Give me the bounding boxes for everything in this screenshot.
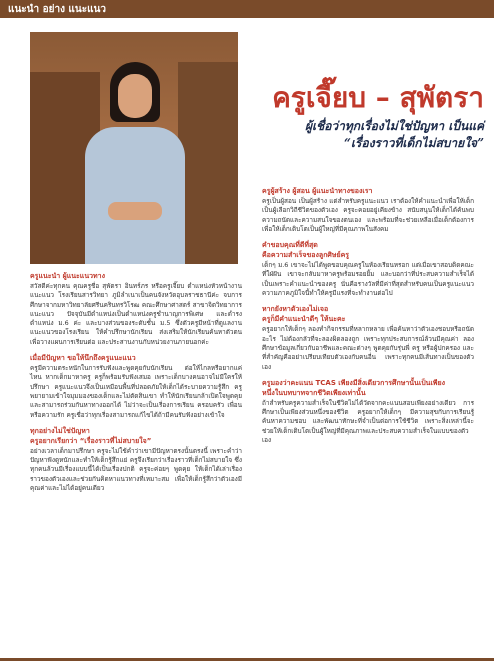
section-heading: คำขอบคุณที่ดีที่สุด คือความสำเร็จของลูกศิษย์ครู [262, 241, 350, 260]
left-column [30, 271, 242, 499]
header-bar [0, 0, 494, 18]
section-heading: เมื่อมีปัญหา ขอให้นึกถึงครูแนะแนว [30, 354, 136, 363]
section-heading: ครูแนะนำ ผู้แนะแนวทาง [30, 272, 106, 280]
section-heading: ครูมองว่าคะแนน TCAS เพียงมีสิ่งเดียวการศึกษานั้นเป็นเพียง หนึ่งในบทบาทจากชีวิตเพียงเท่านั้น [262, 378, 445, 397]
section-body: สวัสดีค่ะทุกคน คุณครูชื่อ สุพัตรา อินทร์ภร หรือครูเจี๊ยบ ตำแหน่งหัวหน้างานแนะแนว โรงเรียนสารวิทยา ภูมิลำเนาเป็นคนจังหวัดอุบลราชธานีค่ะ จบการศึกษาจากมหาวิทยาลัยศรีนครินทรวิโรฒ คณะศึกษาศาสตร์ สาขาจิตวิทยาการแนะแนว ปัจจุบันมีตำแหน่งเป็นตำแหน่งครูชำนาญการพิเศษ และดำรงตำแหน่ง ม.6 ค่ะ และบางส่วนของระดับชั้น ม.5 ซึ่งตัวครูมีหน้าที่ดูแลงานแนะแนวของโรงเรียน ให้คำปรึกษานักเรียน ส่งเสริมให้นักเรียนค้นหาตัวตนเพื่อวางแผนการเรียนต่อ และประสานงานกับหน่วยงานภายนอกค่ะ [30, 282, 242, 346]
section-heading: ทุกอย่างไม่ใช่ปัญหา ครูอยากเรียกว่า “เรื่องราวที่ไม่สบายใจ” [30, 426, 152, 445]
section-body: ถ้าสำหรับครูความสำเร็จในชีวิตไม่ได้วัดจากคะแนนสอบเพียงอย่างเดียว การศึกษาเป็นเพียงส่วนหนึ่งของชีวิต ครูอยากให้เด็กๆ มีความสุขกับการเรียนรู้ ค้นหาความชอบ และพัฒนาทักษะที่จำเป็นต่อการใช้ชีวิต เพราะสิ่งเหล่านี้จะช่วยให้เด็กเติบโตเป็นผู้ใหญ่ที่มีคุณภาพและประสบความสำเร็จในแบบของตัวเอง [262, 398, 474, 445]
section-heading: ครูผู้สร้าง ผู้สอน ผู้แนะนำทางของเรา [262, 187, 373, 195]
section-body: อย่างเวลาเด็กมาปรึกษา ครูจะไม่ใช้คำว่าเขามีปัญหาตรงนั้นตรงนี้ เพราะคำว่าปัญหาฟังดูหนักและทำให้เด็กรู้สึกแย่ ครูจึงเรียกว่าเรื่องราวที่เด็กไม่สบายใจ ซึ่งทุกคนล้วนมีเรื่องแบบนี้ได้เป็นเรื่องปกติ ครูจะค่อยๆ พูดคุย ให้เด็กได้เล่าเรื่องราวของตัวเองและช่วยกันคิดหาแนวทางที่เหมาะสม เพื่อให้เด็กรู้สึกว่าตัวเองมีคุณค่าและไม่ได้อยู่คนเดียว [30, 446, 242, 493]
right-column [262, 186, 474, 451]
section-body: ครูเป็นผู้สอน เป็นผู้สร้าง แต่สำหรับครูแนะแนว เราต้องให้คำแนะนำเพื่อให้เด็กเป็นผู้เลือกวิถีชีวิตของตัวเอง ครูจะคอยอยู่เคียงข้าง สนับสนุนให้เด็กได้ค้นพบความถนัดและความสนใจของตนเอง และพร้อมที่จะช่วยเหลือเมื่อเด็กต้องการ เพื่อให้เด็กเติบโตเป็นผู้ใหญ่ที่มีคุณภาพในสังคม [262, 197, 474, 233]
article-subtitle: ผู้เชื่อว่าทุกเรื่องไม่ใช่ปัญหา เป็นแค่ “เรื่องราวที่เด็กไม่สบายใจ” [304, 119, 484, 150]
teacher-photo [30, 32, 238, 264]
section-label: แนะนำ อย่าง แนะแนว [8, 4, 106, 15]
section-body: เด็กๆ ม.6 เขาจะไม่ได้พูดขอบคุณครูในห้องเรียนหรอก แต่เมื่อเขาสอบติดคณะที่ใฝ่ฝัน เขาจะกลับมาหาครูพร้อมรอยยิ้ม และบอกว่าที่ประสบความสำเร็จได้เป็นเพราะคำแนะนำของครู นั่นคือรางวัลที่มีค่าที่สุดสำหรับคนเป็นครูแนะแนว ความภาคภูมิใจนี้ทำให้ครูมีแรงที่จะทำงานต่อไป [262, 261, 474, 298]
section-body: ครูมีความตระหนักในการรับฟังและพูดคุยกับนักเรียน ต่อให้ไกลหรือยากแค่ไหน หากเด็กมาหาครู ครูก็พร้อมรับฟังเสมอ เพราะเด็กบางคนอาจไม่มีใครให้ปรึกษา ครูแนะแนวจึงเป็นเหมือนพื้นที่ปลอดภัยให้เด็กได้ระบายความรู้สึก ครูพยายามเข้าใจมุมมองของเด็กและไม่ตัดสินเขา ทำให้นักเรียนกล้าเปิดใจพูดคุย และสามารถร่วมกันหาทางออกได้ ไม่ว่าจะเป็นเรื่องการเรียน ครอบครัว เพื่อน หรือความรัก ครูเชื่อว่าทุกเรื่องสามารถแก้ไขได้ถ้ามีคนรับฟังอย่างเข้าใจ [30, 364, 242, 419]
article-title: ครูเจี๊ยบ – สุพัตรา [272, 81, 484, 114]
section-heading: หากยังหาตัวเองไม่เจอ ครูก็มีคำแนะนำดีๆ ให้นะคะ [262, 305, 346, 324]
section-body: ครูอยากให้เด็กๆ ลองทำกิจกรรมที่หลากหลาย เพื่อค้นหาว่าตัวเองชอบหรือถนัดอะไร ไม่ต้องกลัวที่จะลองผิดลองถูก เพราะทุกประสบการณ์ล้วนมีคุณค่า ลองศึกษาข้อมูลเกี่ยวกับอาชีพและคณะต่างๆ พูดคุยกับรุ่นพี่ ครู หรือผู้ปกครอง และที่สำคัญคืออย่าเปรียบเทียบตัวเองกับคนอื่น เพราะทุกคนมีเส้นทางเป็นของตัวเอง [262, 325, 474, 371]
